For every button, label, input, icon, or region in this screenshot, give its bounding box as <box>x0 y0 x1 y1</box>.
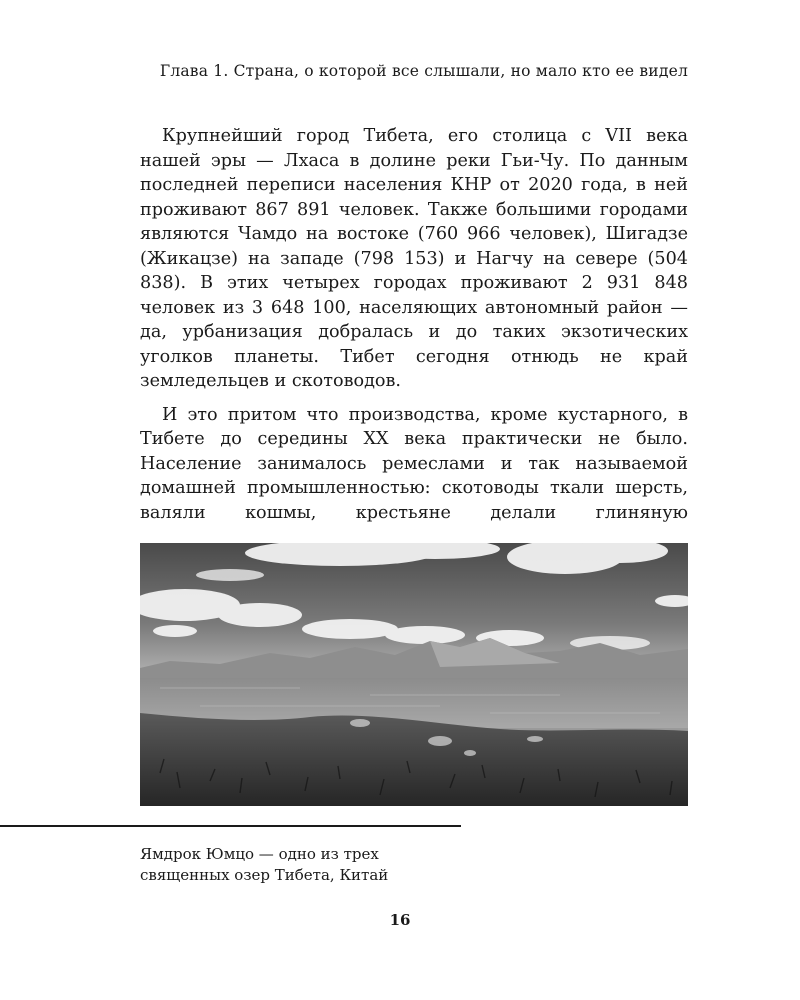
caption-line: священных озер Тибета, Китай <box>140 866 389 884</box>
caption-line: Ямдрок Юмцо — одно из трех <box>140 845 379 863</box>
lake-photo <box>140 543 688 806</box>
paragraph: Крупнейший город Тибета, его столица с VII века нашей эры — Лхаса в долине реки Гьи-Чу. По данным последней переписи населения КНР от 2020 года, в ней проживают 867 891 человек. Также большими городами являются Чамдо на востоке (760 966 человек), Шигадзе (Жикацзе) на западе (798 153) и Нагчу на севере (504 838). В этих четырех городах проживают 2 931 848 человек из 3 648 100, населяющих автономный район — да, урбанизация добралась и до таких экзотических уголков планеты. Тибет сегодня отнюдь не край земледельцев и скотоводов. <box>140 126 688 391</box>
paragraph: И это притом что производства, кроме кустарного, в Тибете до середины XX века практически не было. Население занималось ремеслами и так называемой домашней промышленностью: скотоводы ткали шерсть, валяли кошмы, крестьяне делали глиняную <box>140 404 688 523</box>
page-number: 16 <box>389 911 411 929</box>
figure-caption <box>140 844 470 886</box>
caption-rule <box>0 825 461 827</box>
body-text <box>140 124 688 534</box>
running-head: Глава 1. Страна, о которой все слышали, но мало кто ее видел <box>159 62 688 80</box>
